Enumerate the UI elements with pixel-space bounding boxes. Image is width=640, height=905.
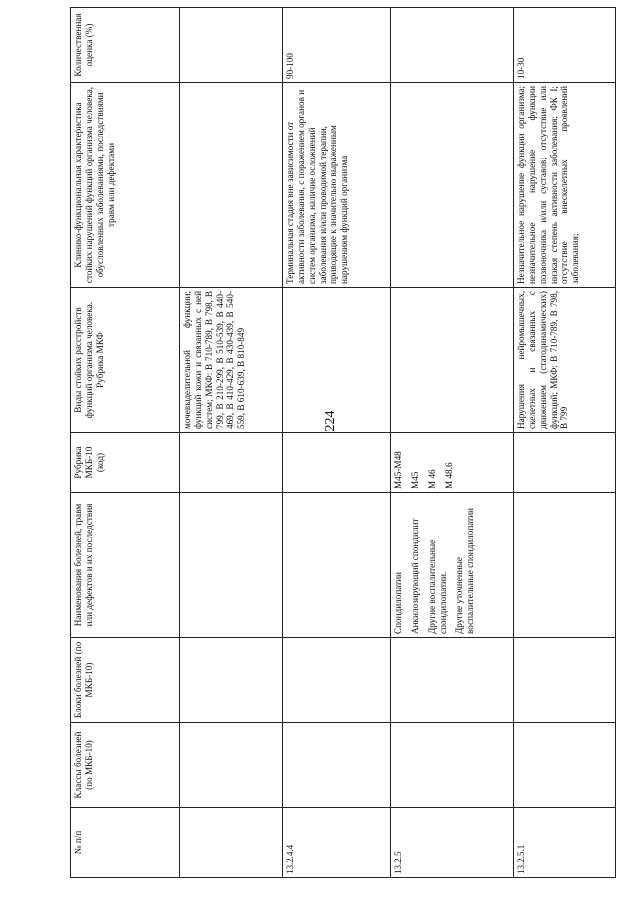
name-item: Другие уточненные воспалительные спондилопатии [454, 508, 476, 634]
cell-clinical: Незначительное нарушение функции организма; незначительное нарушение функции позвоночника и/или суставов; отсутствие или низкая степень активности заболевания; ФК I; отсутствие внескелетных проявлений заболевания; [514, 83, 616, 288]
cell-classes [514, 723, 616, 808]
icd-code: M45 [409, 471, 420, 489]
cell-types [391, 288, 514, 433]
cell-icd [391, 433, 514, 493]
table-row [391, 8, 514, 878]
header-quant: Количественная оценка (%) [71, 8, 180, 83]
cell-quant: 10-30 [514, 8, 616, 83]
cell-num: 13.2.5.1 [514, 808, 616, 878]
page-number: 224 [323, 410, 338, 432]
cell-clinical [180, 83, 283, 288]
cell-classes [391, 723, 514, 808]
cell-blocks [283, 638, 391, 723]
cell-num: 13.2.5 [391, 808, 514, 878]
header-types: Виды стойких расстройств функций организма человека. Рубрика МКФ [71, 288, 180, 433]
cell-num: 13.2.4.4 [283, 808, 391, 878]
cell-clinical: Терминальная стадия вне зависимости от активности заболевания, с поражением органов и систем организма, наличие осложнений заболевания и/или проводимой терапии, приводящие к значительно выраженным нарушениям функций организма [283, 83, 391, 288]
icd-code: M45-M48 [393, 451, 403, 489]
cell-quant [180, 8, 283, 83]
cell-classes [283, 723, 391, 808]
cell-icd [514, 433, 616, 493]
cell-types [283, 288, 391, 433]
header-blocks: Блоки болезней (по МКБ-10) [71, 638, 180, 723]
header-classes: Классы болезней (по МКБ-10) [71, 723, 180, 808]
header-num: № п/п [71, 808, 180, 878]
table-row [283, 8, 391, 878]
cell-quant [391, 8, 514, 83]
cell-names [180, 493, 283, 638]
header-row [71, 8, 180, 878]
cell-quant: 90-100 [283, 8, 391, 83]
cell-classes [180, 723, 283, 808]
cell-clinical [391, 83, 514, 288]
cell-icd [283, 433, 391, 493]
cell-names [391, 493, 514, 638]
cell-types: Нарушения нейромышечных, скелетных и связанных с движением (статодинамических) функций; МКФ: В 710-789, В 798, В 799 [514, 288, 616, 433]
cell-icd [180, 433, 283, 493]
icd-code: M 48.6 [443, 462, 454, 489]
header-names: Наименования болезней, травм или дефектов и их последствия [71, 493, 180, 638]
cell-names [283, 493, 391, 638]
name-item: Спондилопатии [393, 572, 403, 634]
header-icd: Рубрика МКБ-10 (код) [71, 433, 180, 493]
disease-table [70, 7, 616, 878]
name-item: Другие воспалительные спондилопатии. [426, 539, 448, 634]
table-row [180, 8, 283, 878]
cell-num [180, 808, 283, 878]
cell-blocks [391, 638, 514, 723]
rotated-table-wrapper [70, 8, 610, 878]
header-clinical: Клинико-функциональная характеристика стойких нарушений функций организма человека, обусловленных заболеваниями, последствиями травм или дефектами [71, 83, 180, 288]
cell-types: мочевыделительной функции; функций кожи и связанных с ней систем; МКФ: В 710-789, В 798, В 799, В 210-299, В 510-539, В 440-469, В 410-429, В 430-439, В 540-559, В 610-639, В 810-849 [180, 288, 283, 433]
cell-names [514, 493, 616, 638]
name-item: Анкилозирующий спондилит [409, 518, 420, 634]
cell-blocks [180, 638, 283, 723]
icd-code: M 46 [426, 469, 437, 489]
cell-blocks [514, 638, 616, 723]
table-row [514, 8, 616, 878]
